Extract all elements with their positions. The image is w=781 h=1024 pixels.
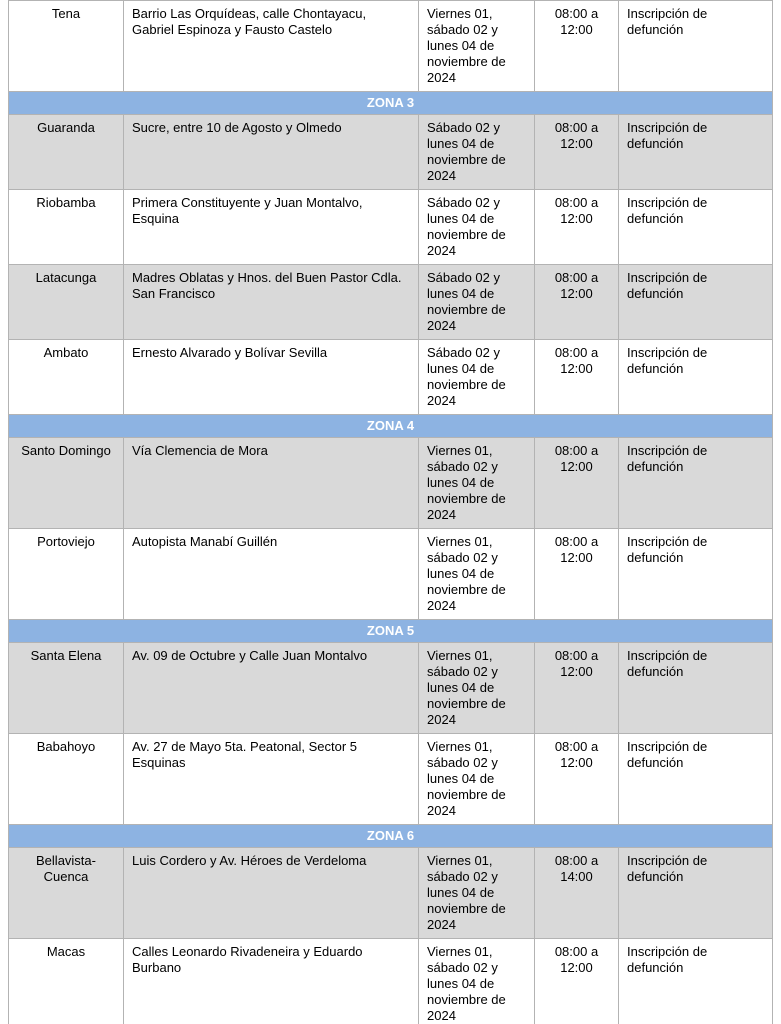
hours-cell: 08:00 a 12:00 — [535, 1, 619, 92]
city-cell: Bellavista-Cuenca — [9, 848, 124, 939]
hours-cell: 08:00 a 12:00 — [535, 115, 619, 190]
address-cell: Luis Cordero y Av. Héroes de Verdeloma — [124, 848, 419, 939]
table-row — [9, 265, 773, 340]
city-cell: Portoviejo — [9, 529, 124, 620]
table-row — [9, 643, 773, 734]
service-cell: Inscripción de defunción — [619, 115, 773, 190]
city-cell: Guaranda — [9, 115, 124, 190]
zone-header-row — [9, 620, 773, 643]
service-cell: Inscripción de defunción — [619, 734, 773, 825]
table-row — [9, 939, 773, 1024]
hours-cell: 08:00 a 12:00 — [535, 340, 619, 415]
address-cell: Sucre, entre 10 de Agosto y Olmedo — [124, 115, 419, 190]
dates-cell: Viernes 01, sábado 02 y lunes 04 de noviembre de 2024 — [419, 734, 535, 825]
zone-header-row — [9, 415, 773, 438]
table-body — [9, 1, 773, 1024]
table-row — [9, 438, 773, 529]
table-row — [9, 190, 773, 265]
hours-cell: 08:00 a 12:00 — [535, 939, 619, 1024]
city-cell: Tena — [9, 1, 124, 92]
zone-header: ZONA 6 — [9, 825, 773, 848]
zone-header: ZONA 3 — [9, 92, 773, 115]
address-cell: Madres Oblatas y Hnos. del Buen Pastor Cdla. San Francisco — [124, 265, 419, 340]
address-cell: Calles Leonardo Rivadeneira y Eduardo Burbano — [124, 939, 419, 1024]
dates-cell: Sábado 02 y lunes 04 de noviembre de 2024 — [419, 265, 535, 340]
service-cell: Inscripción de defunción — [619, 265, 773, 340]
city-cell: Ambato — [9, 340, 124, 415]
city-cell: Santo Domingo — [9, 438, 124, 529]
dates-cell: Viernes 01, sábado 02 y lunes 04 de noviembre de 2024 — [419, 438, 535, 529]
service-cell: Inscripción de defunción — [619, 340, 773, 415]
dates-cell: Sábado 02 y lunes 04 de noviembre de 2024 — [419, 190, 535, 265]
service-cell: Inscripción de defunción — [619, 529, 773, 620]
dates-cell: Sábado 02 y lunes 04 de noviembre de 2024 — [419, 340, 535, 415]
dates-cell: Viernes 01, sábado 02 y lunes 04 de noviembre de 2024 — [419, 848, 535, 939]
zone-header: ZONA 5 — [9, 620, 773, 643]
address-cell: Ernesto Alvarado y Bolívar Sevilla — [124, 340, 419, 415]
hours-cell: 08:00 a 12:00 — [535, 643, 619, 734]
service-cell: Inscripción de defunción — [619, 848, 773, 939]
dates-cell: Sábado 02 y lunes 04 de noviembre de 2024 — [419, 115, 535, 190]
city-cell: Santa Elena — [9, 643, 124, 734]
dates-cell: Viernes 01, sábado 02 y lunes 04 de noviembre de 2024 — [419, 939, 535, 1024]
city-cell: Babahoyo — [9, 734, 124, 825]
address-cell: Autopista Manabí Guillén — [124, 529, 419, 620]
service-cell: Inscripción de defunción — [619, 643, 773, 734]
table-row — [9, 848, 773, 939]
zone-header: ZONA 4 — [9, 415, 773, 438]
service-cell: Inscripción de defunción — [619, 438, 773, 529]
table-row — [9, 1, 773, 92]
address-cell: Av. 09 de Octubre y Calle Juan Montalvo — [124, 643, 419, 734]
service-cell: Inscripción de defunción — [619, 190, 773, 265]
service-cell: Inscripción de defunción — [619, 1, 773, 92]
service-cell: Inscripción de defunción — [619, 939, 773, 1024]
registry-schedule-table — [8, 0, 773, 1024]
hours-cell: 08:00 a 12:00 — [535, 265, 619, 340]
table-row — [9, 115, 773, 190]
hours-cell: 08:00 a 12:00 — [535, 438, 619, 529]
address-cell: Barrio Las Orquídeas, calle Chontayacu, Gabriel Espinoza y Fausto Castelo — [124, 1, 419, 92]
table-row — [9, 340, 773, 415]
hours-cell: 08:00 a 12:00 — [535, 529, 619, 620]
dates-cell: Viernes 01, sábado 02 y lunes 04 de noviembre de 2024 — [419, 529, 535, 620]
table-row — [9, 529, 773, 620]
city-cell: Riobamba — [9, 190, 124, 265]
hours-cell: 08:00 a 12:00 — [535, 734, 619, 825]
zone-header-row — [9, 825, 773, 848]
address-cell: Vía Clemencia de Mora — [124, 438, 419, 529]
hours-cell: 08:00 a 14:00 — [535, 848, 619, 939]
table-row — [9, 734, 773, 825]
address-cell: Primera Constituyente y Juan Montalvo, Esquina — [124, 190, 419, 265]
hours-cell: 08:00 a 12:00 — [535, 190, 619, 265]
dates-cell: Viernes 01, sábado 02 y lunes 04 de noviembre de 2024 — [419, 643, 535, 734]
city-cell: Macas — [9, 939, 124, 1024]
city-cell: Latacunga — [9, 265, 124, 340]
dates-cell: Viernes 01, sábado 02 y lunes 04 de noviembre de 2024 — [419, 1, 535, 92]
zone-header-row — [9, 92, 773, 115]
address-cell: Av. 27 de Mayo 5ta. Peatonal, Sector 5 Esquinas — [124, 734, 419, 825]
